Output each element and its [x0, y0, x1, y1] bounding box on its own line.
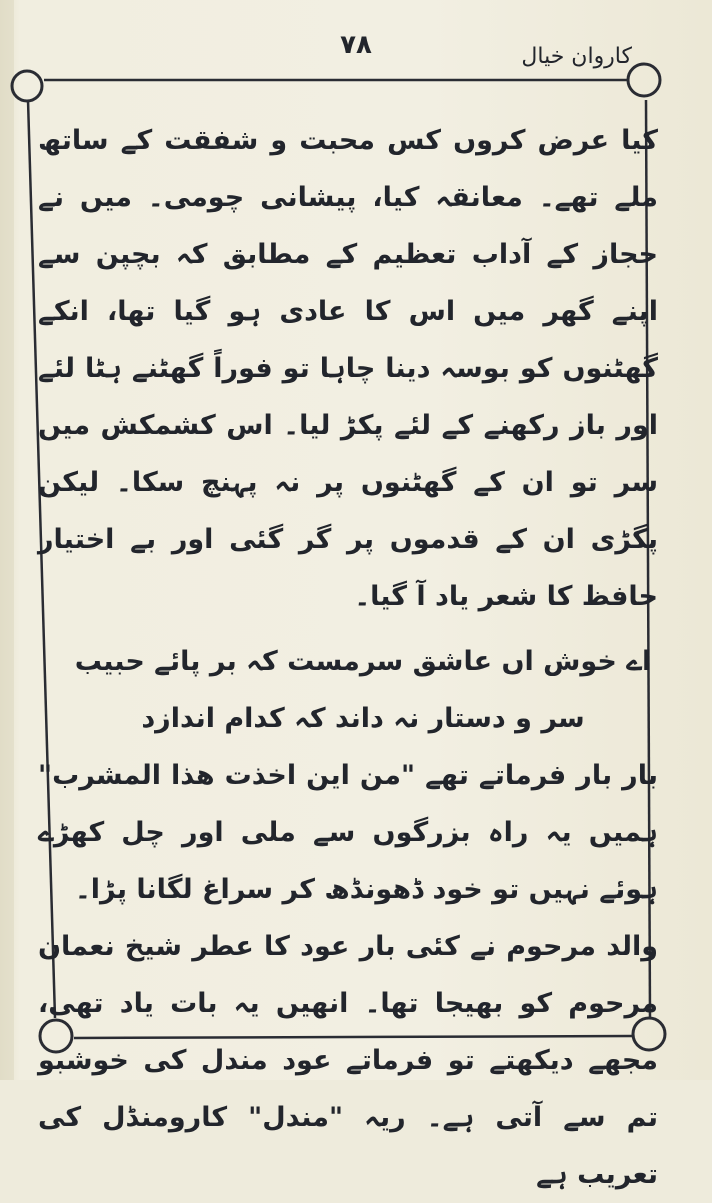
persian-couplet	[38, 633, 658, 747]
corner-ornament-top-left	[12, 71, 42, 101]
paragraph-1: کیا عرض کروں کس محبت و شفقت کے ساتھ ملے تھے۔ معانقہ کیا، پیشانی چومی۔ میں نے حجاز کے آداب تعظیم کے مطابق کہ بچپن سے اپنے گھر میں اس کا عادی ہو گیا تھا، انکے گھٹنوں کو بوسہ دینا چاہا تو فوراً گھٹنے ہٹا لئے اور باز رکھنے کے لئے پکڑ لیا۔ اس کشمکش میں سر تو ان کے گھٹنوں پر نہ پہنچ سکا۔ لیکن پگڑی ان کے قدموں پر گر گئی اور بے اختیار حافظ کا شعر یاد آ گیا۔	[38, 125, 658, 612]
body-text	[38, 112, 658, 1203]
paragraph-2: بار بار فرماتے تھے "من این اخذت ھذا المشرب" ہمیں یہ راہ بزرگوں سے ملی اور چل کھڑے ہوئے نہیں تو خود ڈھونڈھ کر سراغ لگانا پڑا۔	[38, 760, 658, 905]
page-number: ۷۸	[340, 30, 372, 60]
paragraph-3: والد مرحوم نے کئی بار عود کا عطر شیخ نعمان مرحوم کو بھیجا تھا۔ انھیں یہ بات یاد تھی، مجھے دیکھتے تو فرماتے عود مندل کی خوشبو تم سے آتی ہے۔ ریہ "مندل" کارومنڈل کی تعریب ہے	[38, 931, 658, 1190]
couplet-line-2: سر و دستار نہ داند کہ کدام اندازد	[141, 703, 585, 734]
couplet-line-1: اے خوش اں عاشق سرمست کہ بر پائے حبیب	[74, 646, 652, 677]
corner-ornament-top-right	[628, 64, 660, 96]
running-header: کاروان خیال	[521, 44, 632, 69]
